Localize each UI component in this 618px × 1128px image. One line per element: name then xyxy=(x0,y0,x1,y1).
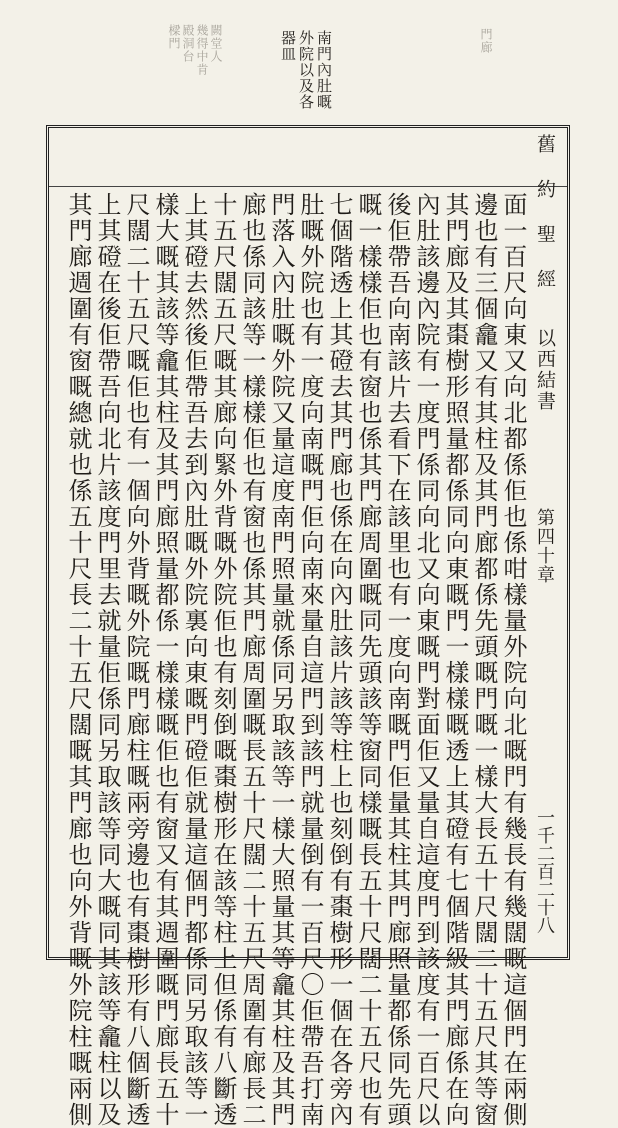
body-line: 十五尺闊五尺嘅其廊向緊外背嘅外院佢也有刻倒嘅棗樹形在該等柱上但係有八斷透 xyxy=(209,192,237,1128)
body-line: 肚嘅外院也有一度向南嘅門佢向南來量自這門到該門就量倒有一百尺〇佢帶吾打南 xyxy=(296,192,324,1128)
bleed-through-text: 闕堂人 xyxy=(209,24,223,63)
body-line: 其門廊及其棗樹形照量都係同向東嘅門一樣樣嘅透上其磴有七個階級其門廊係在向 xyxy=(441,192,469,1128)
body-line: 樣大嘅其該等龕其柱及其門廊照量都係一樣樣嘅佢也有窗又有其週圍嘅門廊長五十 xyxy=(151,192,179,1128)
body-line: 面一百尺向東又向北都係佢也係咁樣量外院向北嘅門有幾長有幾闊嘅這個門在兩側 xyxy=(499,192,527,1128)
bleed-through-text: 門廊 xyxy=(479,28,493,54)
body-line: 後佢帶吾向南該片去看下在該里也有一度向南嘅門佢量其柱其門廊照量都係同先頭 xyxy=(383,192,411,1128)
running-title: 舊 約 聖 經 xyxy=(534,134,556,290)
body-line: 七個階透上其磴去其門廊也係在向內肚該片該等柱上也刻倒有棗樹形一個在各旁內 xyxy=(325,192,353,1128)
header-divider xyxy=(49,186,567,187)
body-line: 嘅一樣樣佢也有窗也係其門廊周圍嘅同先頭該等窗同樣嘅長五十尺闊二十五尺也有 xyxy=(354,192,382,1128)
body-line: 邊也有三個龕又有其柱及其門廊都係先頭嘅門嘅一樣大長五十尺闊二十五尺其等窗 xyxy=(470,192,498,1128)
body-line: 其門廊週圍有窗嘅總就也係五十尺長二十五尺闊嘅其門廊也向外背嘅外院柱嘅兩側 xyxy=(64,192,92,1128)
body-line: 上其磴在後佢帶吾向北片該度門里去就量佢係同另取該等同大嘅同其該等龕柱以及 xyxy=(93,192,121,1128)
body-line: 尺闊二十五尺嘅佢也有一個向外背嘅外院嘅門廊柱嘅兩旁邊也有棗樹形有八個斷透 xyxy=(122,192,150,1128)
chapter-label: 第四十章 xyxy=(534,508,555,584)
margin-note-line: 南門內肚嘅 xyxy=(315,30,333,110)
page-number: 一千二百二十八 xyxy=(534,808,555,934)
bleed-through-text: 樑門 xyxy=(167,24,181,50)
body-line: 廊也係同該等一樣樣佢也有窗也係其門廊周圍嘅長五十尺闊二十五尺周圍有廊長二 xyxy=(238,192,266,1128)
book-name: 以西結書 xyxy=(534,328,556,412)
bleed-through-text: 殿洞台 xyxy=(181,24,195,63)
body-line: 門落入內肚嘅外院又量這度南門照量就係同另取該等一樣大照量其等龕其柱及其門 xyxy=(267,192,295,1128)
margin-note-line: 器皿 xyxy=(279,30,297,62)
body-line: 上其磴去然後佢帶吾去到內肚嘅外院裏向東嘅門磴佢就量這個門都係同另取該等一 xyxy=(180,192,208,1128)
margin-note-line: 外院以及各 xyxy=(297,30,315,110)
body-line: 內肚該邊內院有一度門係同向北又向東嘅門對面佢又量自這度門到該度有一百尺以 xyxy=(412,192,440,1128)
text-frame xyxy=(46,125,570,1128)
bleed-through-text: 幾得中肯 xyxy=(195,24,209,76)
